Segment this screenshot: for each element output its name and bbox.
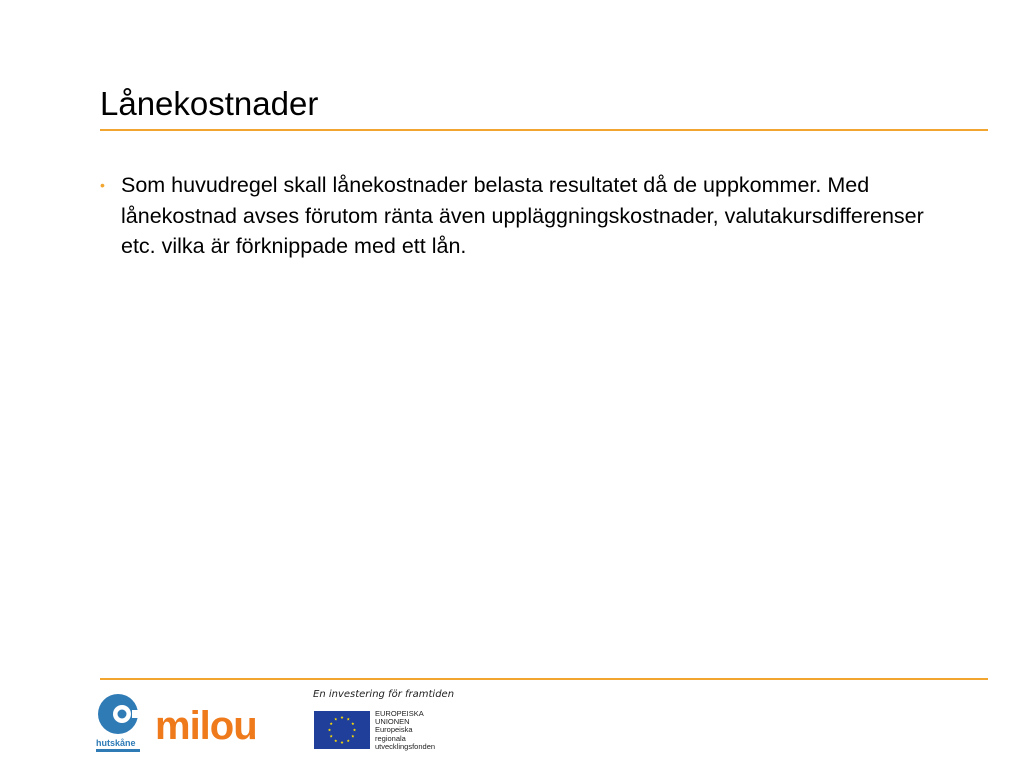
eu-tagline: En investering för framtiden [313, 689, 455, 700]
eu-flag-icon [314, 711, 370, 749]
bullet-item [100, 170, 960, 262]
eu-line: regionala [375, 733, 406, 743]
bullet-dot-icon: • [100, 177, 105, 193]
bullet-text: Som huvudregel skall lånekostnader belasta resultatet då de uppkommer. Med lånekostnad avses förutom ränta även uppläggningskostnader, valutakursdifferenser etc. vilka är förknippade med ett lån. [121, 173, 924, 258]
eu-label [375, 710, 435, 751]
hutskane-underline [96, 749, 140, 752]
slide-title: Lånekostnader [100, 85, 319, 122]
hutskane-label: hutskåne [96, 738, 136, 748]
eu-line: Europeiska [375, 725, 413, 735]
milou-logo: milou [155, 704, 257, 748]
bullet-list [100, 170, 960, 262]
footer-divider [100, 678, 988, 680]
eu-line: utvecklingsfonden [375, 741, 436, 751]
eu-line: EUROPEISKA [375, 709, 424, 718]
title-divider [100, 129, 988, 131]
eu-line: UNIONEN [375, 717, 410, 727]
